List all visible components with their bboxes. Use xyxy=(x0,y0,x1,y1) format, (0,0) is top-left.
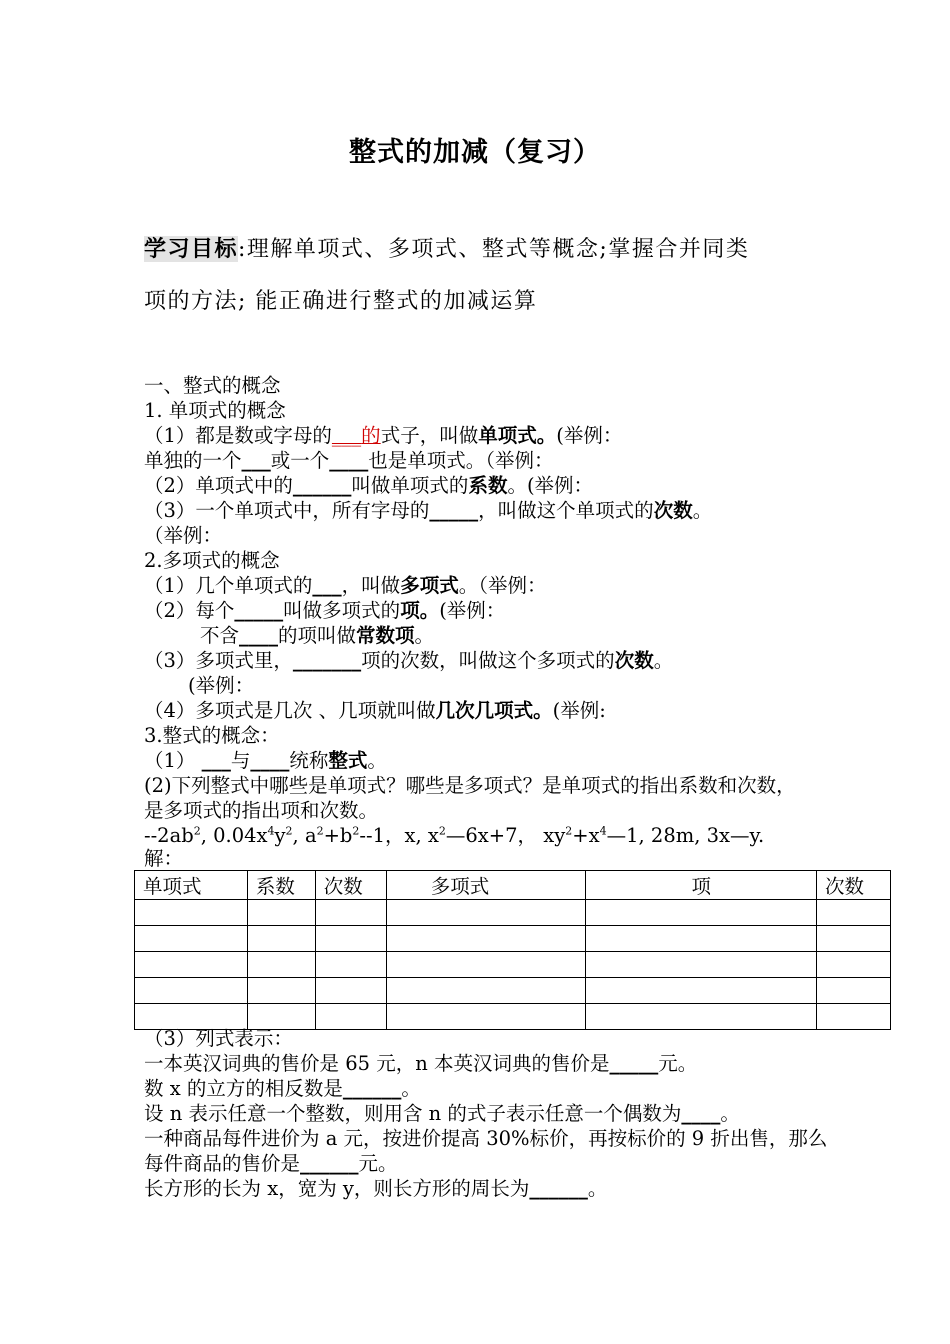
term-constant: 常数项 xyxy=(356,624,415,647)
table-cell[interactable] xyxy=(817,900,891,926)
blank: ____ xyxy=(250,749,290,772)
text: (举例： xyxy=(439,599,506,622)
polynomial-line-4 xyxy=(144,648,673,673)
table-cell[interactable] xyxy=(247,978,315,1004)
table-cell[interactable] xyxy=(315,978,386,1004)
text: 设 n 表示任意一个整数，则用含 n 的式子表示任意一个偶数为 xyxy=(144,1102,682,1125)
table-cell[interactable] xyxy=(315,952,386,978)
text: 。 xyxy=(414,624,435,647)
expr: --2ab xyxy=(144,824,194,847)
polynomial-line-6 xyxy=(144,698,606,723)
expr: y xyxy=(274,824,286,847)
blank: ____ xyxy=(681,1102,721,1125)
integral-line-2: (2)下列整式中哪些是单项式？哪些是多项式？是单项式的指出系数和次数， xyxy=(144,774,796,797)
text: 项的次数，叫做这个多项式的 xyxy=(361,649,615,672)
text: ，叫做这个单项式的 xyxy=(478,499,654,522)
page-title: 整式的加减（复习） xyxy=(349,137,601,168)
table-cell[interactable] xyxy=(247,900,315,926)
table-cell[interactable] xyxy=(315,926,386,952)
polynomial-line-3 xyxy=(200,623,434,648)
expr: --1，x, x xyxy=(359,824,439,847)
text: 的项叫做 xyxy=(278,624,357,647)
exponent: 4 xyxy=(267,824,275,838)
section-heading: 一、整式的概念 xyxy=(144,374,281,397)
expression-question-3 xyxy=(144,1101,740,1126)
exponent: 2 xyxy=(193,824,201,838)
text: 元。 xyxy=(358,1152,398,1175)
expression-question-4: 一种商品每件进价为 a 元，按进价提高 30%标价，再按标价的 9 折出售，那么 xyxy=(144,1127,828,1150)
table-cell[interactable] xyxy=(386,900,586,926)
exponent: 2 xyxy=(316,824,324,838)
monomial-line-2 xyxy=(144,448,554,473)
answer-table xyxy=(134,870,891,1030)
learning-goal-text-1: :理解单项式、多项式、整式等概念;掌握合并同类 xyxy=(238,237,750,262)
expr: —1, 28m, 3x—y. xyxy=(606,824,765,847)
text: 。 xyxy=(367,749,387,772)
expression-question-4-cont xyxy=(144,1151,398,1176)
table-row xyxy=(135,952,891,978)
table-cell[interactable] xyxy=(386,952,586,978)
table-cell[interactable] xyxy=(817,1004,891,1030)
blank: _____ xyxy=(234,599,284,622)
expressions-heading: （3）列式表示： xyxy=(144,1027,293,1050)
blank: ____ xyxy=(329,449,369,472)
text: 叫做多项式的 xyxy=(283,599,401,622)
table-row xyxy=(135,926,891,952)
exponent: 2 xyxy=(438,824,446,838)
blank: ___ xyxy=(241,449,271,472)
blank: ___ xyxy=(201,749,231,772)
expr: , a xyxy=(292,824,317,847)
solution-label: 解： xyxy=(144,847,184,870)
learning-goal-line-1 xyxy=(144,232,844,263)
table-cell[interactable] xyxy=(817,926,891,952)
col-header-coefficient: 系数 xyxy=(247,871,315,900)
monomial-heading: 1. 单项式的概念 xyxy=(144,399,286,422)
expr: +b xyxy=(323,824,353,847)
table-cell[interactable] xyxy=(586,952,817,978)
text: 或一个 xyxy=(270,449,330,472)
text: （2）单项式中的 xyxy=(144,474,293,497)
term-polynomial: 多项式 xyxy=(400,574,459,597)
exponent: 2 xyxy=(565,824,573,838)
text: 。 xyxy=(720,1102,740,1125)
text: （1）都是数或字母的 xyxy=(144,424,332,447)
text: 每件商品的售价是 xyxy=(144,1152,301,1175)
text: （1）几个单项式的 xyxy=(144,574,313,597)
text: ，叫做 xyxy=(341,574,401,597)
expr: , 0.04x xyxy=(200,824,268,847)
text: 数 x 的立方的相反数是 xyxy=(144,1077,343,1100)
table-cell[interactable] xyxy=(386,1004,586,1030)
table-cell[interactable] xyxy=(586,1004,817,1030)
monomial-line-3 xyxy=(144,473,593,498)
table-cell[interactable] xyxy=(135,926,248,952)
polynomial-heading: 2.多项式的概念 xyxy=(144,549,280,572)
blank: ______ xyxy=(292,474,352,497)
blank: ___ xyxy=(331,424,362,447)
blank: ___ xyxy=(312,574,342,597)
exponent: 2 xyxy=(285,824,293,838)
integral-line-1 xyxy=(144,748,387,773)
blank: ______ xyxy=(529,1177,588,1200)
text: （4）多项式是几次 、几项就叫做 xyxy=(144,699,436,722)
text: 也是单项式。（举例： xyxy=(368,449,554,472)
blank: ______ xyxy=(300,1152,359,1175)
text: 式子，叫做 xyxy=(380,424,479,447)
expression-question-2 xyxy=(144,1076,421,1101)
table-cell[interactable] xyxy=(586,926,817,952)
blank-answer: 的 xyxy=(361,424,381,447)
learning-goal-label: 学习目标 xyxy=(144,236,239,262)
expr: —6x+7， xy xyxy=(445,824,566,847)
term-integral: 整式 xyxy=(328,749,368,772)
text: 。 xyxy=(653,649,674,672)
term-degree-terms: 几次几项式。 xyxy=(435,699,553,722)
col-header-monomial: 单项式 xyxy=(135,871,248,900)
exponent: 2 xyxy=(352,824,360,838)
text: (举例: xyxy=(552,699,606,722)
table-header-row xyxy=(135,871,891,900)
monomial-line-1 xyxy=(144,423,622,448)
exponent: 4 xyxy=(599,824,607,838)
col-header-polynomial: 多项式 xyxy=(386,871,586,900)
blank: _____ xyxy=(429,499,479,522)
text: 单独的一个 xyxy=(144,449,242,472)
table-cell[interactable] xyxy=(247,926,315,952)
filled-blank xyxy=(332,424,381,447)
table-cell[interactable] xyxy=(135,900,248,926)
polynomial-line-1 xyxy=(144,573,546,598)
polynomial-line-2 xyxy=(144,598,505,623)
table-cell[interactable] xyxy=(315,1004,386,1030)
expression-question-5 xyxy=(144,1176,607,1201)
text: 。 xyxy=(692,499,713,522)
table-cell[interactable] xyxy=(817,952,891,978)
blank: ______ xyxy=(342,1077,402,1100)
table-cell[interactable] xyxy=(586,978,817,1004)
polynomial-line-5: (举例： xyxy=(188,674,255,697)
text: 与 xyxy=(230,749,251,772)
table-cell[interactable] xyxy=(315,900,386,926)
table-cell[interactable] xyxy=(135,952,248,978)
table-row xyxy=(135,900,891,926)
text: 一本英汉词典的售价是 65 元，n 本英汉词典的售价是 xyxy=(144,1052,610,1075)
text: 。（举例： xyxy=(458,574,547,597)
col-header-term: 项 xyxy=(586,871,817,900)
table-cell[interactable] xyxy=(386,978,586,1004)
text: （3）多项式里， xyxy=(144,649,293,672)
table-cell[interactable] xyxy=(386,926,586,952)
text: （3）一个单项式中，所有字母的 xyxy=(144,499,430,522)
col-header-degree: 次数 xyxy=(817,871,891,900)
term-degree: 次数 xyxy=(614,649,654,672)
term-coefficient: 系数 xyxy=(468,474,508,497)
text: 叫做单项式的 xyxy=(351,474,469,497)
col-header-degree: 次数 xyxy=(315,871,386,900)
monomial-line-5: （举例： xyxy=(144,524,223,547)
text: 统称 xyxy=(289,749,329,772)
table-row xyxy=(135,978,891,1004)
learning-goal-line-2: 项的方法; 能正确进行整式的加减运算 xyxy=(144,289,538,314)
text: 长方形的长为 x，宽为 y，则长方形的周长为 xyxy=(144,1177,530,1200)
text: 不含 xyxy=(200,624,240,647)
text: (举例： xyxy=(556,424,623,447)
table-cell[interactable] xyxy=(247,952,315,978)
text: 元。 xyxy=(658,1052,698,1075)
text: （1） xyxy=(144,749,202,772)
expression-list xyxy=(144,823,764,848)
integral-line-3: 是多项式的指出项和次数。 xyxy=(144,799,379,822)
text: 。 xyxy=(587,1177,608,1200)
expr: +x xyxy=(572,824,600,847)
table-cell[interactable] xyxy=(135,978,248,1004)
text: （2）每个 xyxy=(144,599,235,622)
blank: ____ xyxy=(239,624,279,647)
table-cell[interactable] xyxy=(817,978,891,1004)
blank: _______ xyxy=(292,649,362,672)
monomial-line-4 xyxy=(144,498,712,523)
term-degree: 次数 xyxy=(653,499,693,522)
blank: _____ xyxy=(609,1052,659,1075)
term-monomial: 单项式。 xyxy=(478,424,557,447)
text: 。(举例： xyxy=(507,474,594,497)
expression-question-1 xyxy=(144,1051,697,1076)
term-term: 项。 xyxy=(400,599,440,622)
table-cell[interactable] xyxy=(586,900,817,926)
text: 。 xyxy=(401,1077,421,1100)
integral-heading: 3.整式的概念： xyxy=(144,724,280,747)
